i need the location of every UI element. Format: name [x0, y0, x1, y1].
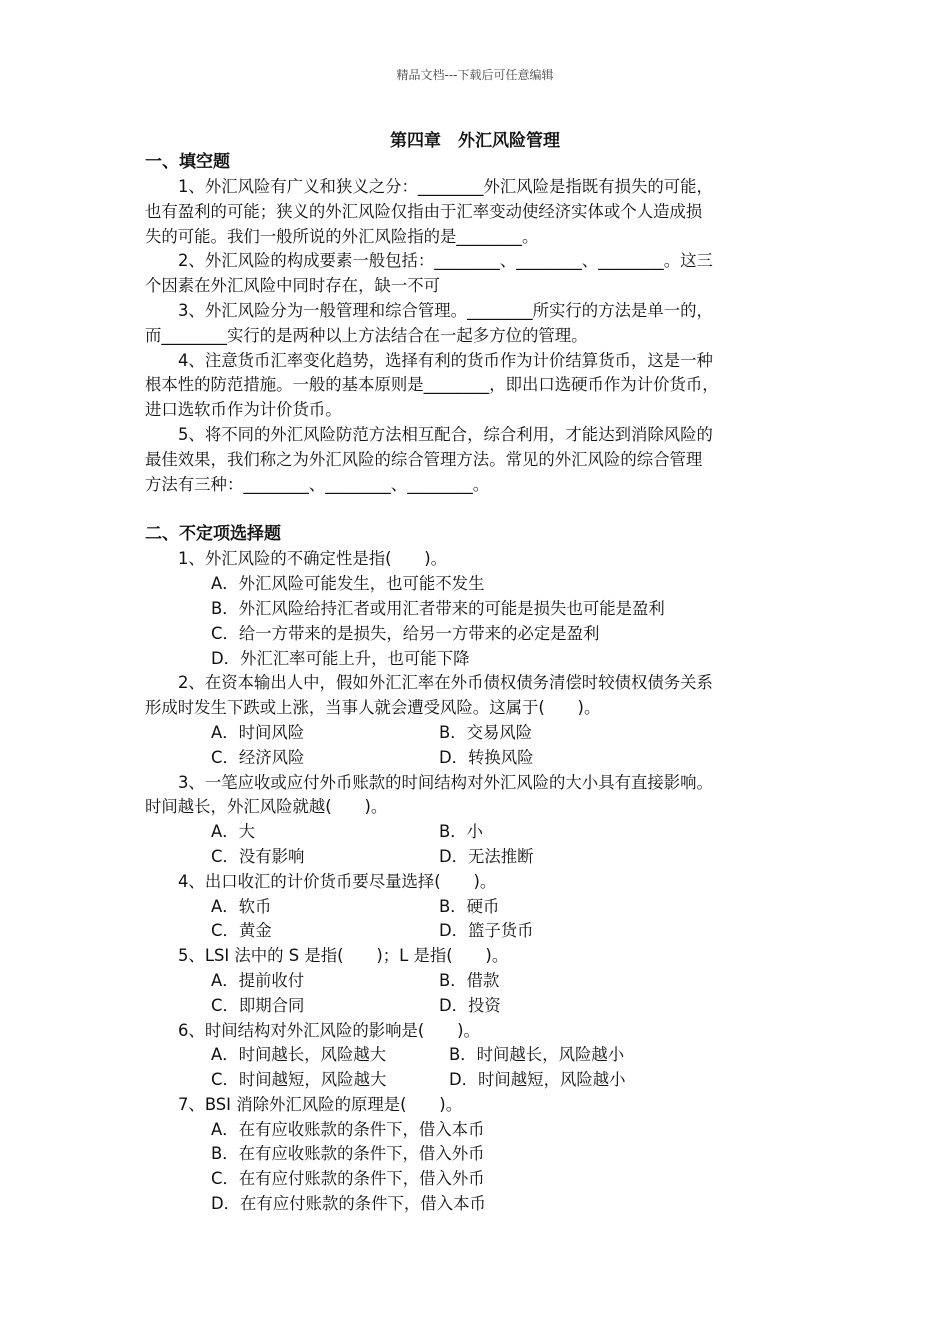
option-d: D．篮子货币	[439, 921, 534, 941]
question-line: 个因素在外汇风险中同时存在，缺一不可	[145, 276, 441, 296]
option-c: C．没有影响	[211, 846, 305, 866]
option-row	[145, 1043, 810, 1068]
section-heading-multiple-choice: 二、不定项选择题	[145, 524, 281, 545]
option-b: B．借款	[439, 970, 500, 990]
section-spacer	[145, 497, 810, 522]
option-row	[145, 746, 810, 771]
fill-blank-question-2	[145, 249, 810, 299]
option-b: B．外汇风险给持汇者或用汇者带来的可能是损失也可能是盈利	[211, 598, 665, 618]
chapter-title: 第四章 外汇风险管理	[390, 131, 560, 151]
option-d: D．无法推断	[439, 846, 534, 866]
option-row	[145, 1068, 810, 1093]
option-d: D．在有应付账款的条件下，借入本币	[211, 1194, 486, 1214]
option-a: A．在有应收账款的条件下，借入本币	[211, 1119, 485, 1139]
fill-blank-question-1	[145, 175, 810, 249]
option-b: B．交易风险	[439, 722, 533, 742]
choice-question-2-stem	[145, 671, 810, 721]
option-c: C．时间越短，风险越大	[211, 1070, 387, 1090]
option-row	[145, 969, 810, 994]
question-line: 2、外汇风险的构成要素一般包括：________、________、________。这三	[178, 251, 713, 271]
option-c: C．在有应付账款的条件下，借入外币	[211, 1169, 485, 1189]
option-b: B．时间越长，风险越小	[449, 1045, 625, 1065]
option-a: A．时间风险	[211, 722, 305, 742]
question-line: 也有盈利的可能；狭义的外汇风险仅指由于汇率变动使经济实体或个人造成损	[145, 201, 703, 221]
option-row	[145, 820, 810, 845]
question-line: 而________实行的是两种以上方法结合在一起多方位的管理。	[145, 325, 588, 345]
option-d: D．投资	[439, 995, 501, 1015]
option-row	[145, 721, 810, 746]
option-c: C．即期合同	[211, 995, 305, 1015]
question-line: 时间越长，外汇风险就越( )。	[145, 797, 388, 817]
option-a: A．软币	[211, 896, 272, 916]
option-d: D．外汇汇率可能上升，也可能下降	[211, 648, 470, 668]
option-b: B．在有应收账款的条件下，借入外币	[211, 1144, 485, 1164]
question-line: 3、外汇风险分为一般管理和综合管理。________所实行的方法是单一的，	[178, 300, 713, 320]
question-line: 进口选软币作为计价货币。	[145, 400, 342, 420]
option-c: C．黄金	[211, 921, 272, 941]
question-line: 5、将不同的外汇风险防范方法相互配合，综合利用，才能达到消除风险的	[178, 424, 713, 444]
choice-question-5-stem: 5、LSI 法中的 S 是指( )；L 是指( )。	[178, 946, 509, 966]
option-row	[145, 895, 810, 920]
choice-question-4-stem: 4、出口收汇的计价货币要尽量选择( )。	[178, 871, 497, 891]
question-line: 根本性的防范措施。一般的基本原则是________，即出口选硬币作为计价货币，	[145, 375, 719, 395]
option-c: C．经济风险	[211, 747, 305, 767]
question-line: 2、在资本输出人中，假如外汇汇率在外币债权债务清偿时较债权债务关系	[178, 673, 713, 693]
question-line: 3、一笔应收或应付外币账款的时间结构对外汇风险的大小具有直接影响。	[178, 772, 713, 792]
option-row	[145, 994, 810, 1019]
question-line: 最佳效果，我们称之为外汇风险的综合管理方法。常见的外汇风险的综合管理	[145, 449, 703, 469]
option-a: A．大	[211, 822, 255, 842]
document-body	[145, 150, 810, 1217]
option-b: B．小	[439, 822, 484, 842]
option-b: B．硬币	[439, 896, 500, 916]
option-row	[145, 845, 810, 870]
question-line: 4、注意货币汇率变化趋势，选择有利的货币作为计价结算货币，这是一种	[178, 350, 713, 370]
question-line: 方法有三种：________、________、________。	[145, 474, 490, 494]
option-a: A．时间越长，风险越大	[211, 1045, 387, 1065]
option-c: C．给一方带来的是损失，给另一方带来的必定是盈利	[211, 623, 600, 643]
option-d: D．转换风险	[439, 747, 534, 767]
fill-blank-question-3	[145, 299, 810, 349]
question-line: 1、外汇风险有广义和狭义之分：________外汇风险是指既有损失的可能，	[178, 177, 713, 196]
section-heading-fill-blank: 一、填空题	[145, 152, 230, 172]
page-header-watermark: 精品文档---下载后可任意编辑	[396, 68, 554, 82]
fill-blank-question-5	[145, 423, 810, 497]
choice-question-6-stem: 6、时间结构对外汇风险的影响是( )。	[178, 1020, 480, 1040]
option-a: A．提前收付	[211, 970, 305, 990]
question-line: 失的可能。我们一般所说的外汇风险指的是________。	[145, 226, 539, 246]
question-line: 形成时发生下跌或上涨，当事人就会遭受风险。这属于( )。	[145, 698, 601, 718]
choice-question-7-stem: 7、BSI 消除外汇风险的原理是( )。	[178, 1094, 463, 1114]
fill-blank-question-4	[145, 349, 810, 423]
option-a: A．外汇风险可能发生，也可能不发生	[211, 574, 485, 594]
choice-question-1-stem: 1、外汇风险的不确定性是指( )。	[178, 549, 448, 569]
option-row	[145, 919, 810, 944]
choice-question-3-stem	[145, 771, 810, 821]
option-d: D．时间越短，风险越小	[449, 1070, 626, 1090]
